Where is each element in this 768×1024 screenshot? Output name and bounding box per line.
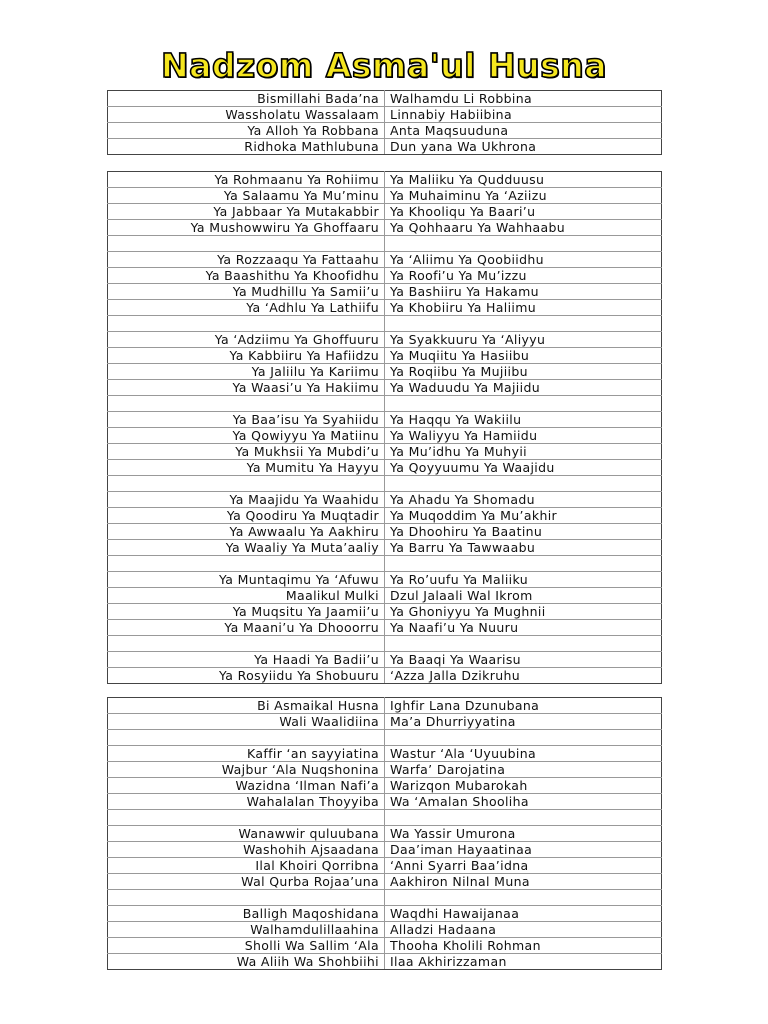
verse-row	[108, 252, 662, 268]
verse-left-cell: Ridhoka Mathlubuna	[108, 139, 385, 155]
verse-left-cell: Ya Qowiyyu Ya Matiinu	[108, 428, 385, 444]
verse-right-cell: Ya Khooliqu Ya Baari’u	[385, 204, 662, 220]
verse-right-cell: ‘Anni Syarri Baa’idna	[385, 858, 662, 874]
verse-left-cell: Ya Salaamu Ya Mu’minu	[108, 188, 385, 204]
verse-right-cell: Wastur ‘Ala ‘Uyuubina	[385, 746, 662, 762]
verse-right-cell: Wa Yassir Umurona	[385, 826, 662, 842]
verse-right-cell: Thooha Kholili Rohman	[385, 938, 662, 954]
verse-right-cell: Ya Qoyyuumu Ya Waajidu	[385, 460, 662, 476]
verse-left-cell: Wassholatu Wassalaam	[108, 107, 385, 123]
verse-right-cell: Ya Syakkuuru Ya ‘Aliyyu	[385, 332, 662, 348]
verse-row	[108, 826, 662, 842]
verse-row	[108, 874, 662, 890]
verse-right-cell: Alladzi Hadaana	[385, 922, 662, 938]
verse-left-cell	[108, 730, 385, 746]
verse-right-cell: Dzul Jalaali Wal Ikrom	[385, 588, 662, 604]
verse-row	[108, 620, 662, 636]
verse-right-cell: Ya Khobiiru Ya Haliimu	[385, 300, 662, 316]
verse-table-asmaul-husna	[107, 171, 662, 684]
verse-row	[108, 540, 662, 556]
verse-left-cell	[108, 396, 385, 412]
verse-row	[108, 714, 662, 730]
verse-left-cell: Ya Haadi Ya Badii’u	[108, 652, 385, 668]
verse-right-cell: Ya Muqoddim Ya Mu’akhir	[385, 508, 662, 524]
verse-left-cell: Ya Maani’u Ya Dhooorru	[108, 620, 385, 636]
verse-row	[108, 188, 662, 204]
verse-right-cell: Ya Bashiiru Ya Hakamu	[385, 284, 662, 300]
verse-right-cell: Dun yana Wa Ukhrona	[385, 139, 662, 155]
verse-left-cell: Wanawwir quluubana	[108, 826, 385, 842]
verse-row	[108, 172, 662, 188]
verse-left-cell	[108, 556, 385, 572]
verse-row	[108, 842, 662, 858]
verse-right-cell: Wa ‘Amalan Shooliha	[385, 794, 662, 810]
verse-left-cell: Bi Asmaikal Husna	[108, 698, 385, 714]
verse-right-cell: Waqdhi Hawaijanaa	[385, 906, 662, 922]
verse-left-cell	[108, 890, 385, 906]
verse-row	[108, 652, 662, 668]
verse-left-cell: Ya Rozzaaqu Ya Fattaahu	[108, 252, 385, 268]
verse-right-cell: Ya Baaqi Ya Waarisu	[385, 652, 662, 668]
verse-left-cell: Wajbur ‘Ala Nuqshonina	[108, 762, 385, 778]
verse-right-cell	[385, 556, 662, 572]
verse-left-cell: Washohih Ajsaadana	[108, 842, 385, 858]
verse-left-cell: Sholli Wa Sallim ‘Ala	[108, 938, 385, 954]
verse-left-cell: Wali Waalidiina	[108, 714, 385, 730]
verse-right-cell: Ya Ahadu Ya Shomadu	[385, 492, 662, 508]
verse-right-cell: Ya Ro’uufu Ya Maliiku	[385, 572, 662, 588]
verse-row	[108, 268, 662, 284]
spacer-row	[108, 476, 662, 492]
verse-right-cell: Ya Dhoohiru Ya Baatinu	[385, 524, 662, 540]
spacer-row	[108, 810, 662, 826]
verse-left-cell	[108, 810, 385, 826]
verse-right-cell	[385, 316, 662, 332]
verse-row	[108, 698, 662, 714]
verse-right-cell	[385, 476, 662, 492]
verse-left-cell: Wahalalan Thoyyiba	[108, 794, 385, 810]
verse-row	[108, 428, 662, 444]
verse-left-cell: Ya Jabbaar Ya Mutakabbir	[108, 204, 385, 220]
verse-left-cell: Ya Alloh Ya Robbana	[108, 123, 385, 139]
verse-left-cell: Ya Kabbiiru Ya Hafiidzu	[108, 348, 385, 364]
verse-right-cell: Ya Waduudu Ya Majiidu	[385, 380, 662, 396]
verse-row	[108, 794, 662, 810]
page-title: Nadzom Asma'ul Husna	[160, 46, 607, 85]
verse-row	[108, 668, 662, 684]
verse-right-cell	[385, 396, 662, 412]
verse-right-cell: Walhamdu Li Robbina	[385, 91, 662, 107]
verse-row	[108, 460, 662, 476]
verse-left-cell: Ya Mushowwiru Ya Ghoffaaru	[108, 220, 385, 236]
verse-row	[108, 300, 662, 316]
verse-right-cell	[385, 810, 662, 826]
verse-left-cell: Walhamdulillaahina	[108, 922, 385, 938]
verse-row	[108, 412, 662, 428]
verse-left-cell: Ya Mukhsii Ya Mubdi’u	[108, 444, 385, 460]
verse-row	[108, 107, 662, 123]
verse-left-cell	[108, 476, 385, 492]
verse-row	[108, 604, 662, 620]
spacer-row	[108, 236, 662, 252]
verse-left-cell	[108, 316, 385, 332]
spacer-row	[108, 730, 662, 746]
verse-right-cell: Ya Naafi’u Ya Nuuru	[385, 620, 662, 636]
verse-row	[108, 572, 662, 588]
spacer-row	[108, 396, 662, 412]
verse-left-cell: Ya Mumitu Ya Hayyu	[108, 460, 385, 476]
verse-right-cell	[385, 236, 662, 252]
verse-left-cell: Ya ‘Adhlu Ya Lathiifu	[108, 300, 385, 316]
verse-left-cell: Ya Maajidu Ya Waahidu	[108, 492, 385, 508]
verse-left-cell: Ya ‘Adziimu Ya Ghoffuuru	[108, 332, 385, 348]
verse-row	[108, 492, 662, 508]
verse-right-cell: Ya Muqiitu Ya Hasiibu	[385, 348, 662, 364]
verse-left-cell: Ya Muntaqimu Ya ‘Afuwu	[108, 572, 385, 588]
verse-right-cell: Ya Muhaiminu Ya ‘Aziizu	[385, 188, 662, 204]
verse-right-cell: Linnabiy Habiibina	[385, 107, 662, 123]
spacer-row	[108, 890, 662, 906]
verse-left-cell: Ya Jaliilu Ya Kariimu	[108, 364, 385, 380]
verse-right-cell: Daa’iman Hayaatinaa	[385, 842, 662, 858]
verse-right-cell: Ya Ghoniyyu Ya Mughnii	[385, 604, 662, 620]
verse-row	[108, 139, 662, 155]
verse-left-cell: Ya Baashithu Ya Khoofidhu	[108, 268, 385, 284]
verse-left-cell: Bismillahi Bada’na	[108, 91, 385, 107]
verse-left-cell: Ya Rohmaanu Ya Rohiimu	[108, 172, 385, 188]
verse-row	[108, 348, 662, 364]
verse-left-cell: Ya Mudhillu Ya Samii’u	[108, 284, 385, 300]
spacer-row	[108, 556, 662, 572]
verse-row	[108, 123, 662, 139]
verse-right-cell: Ya Maliiku Ya Qudduusu	[385, 172, 662, 188]
verse-right-cell: Ya ‘Aliimu Ya Qoobiidhu	[385, 252, 662, 268]
verse-left-cell: Ya Rosyiidu Ya Shobuuru	[108, 668, 385, 684]
verse-left-cell: Kaffir ‘an sayyiatina	[108, 746, 385, 762]
verse-right-cell: Aakhiron Nilnal Muna	[385, 874, 662, 890]
verse-right-cell: Ya Waliyyu Ya Hamiidu	[385, 428, 662, 444]
verse-right-cell	[385, 636, 662, 652]
verse-right-cell: Ya Roofi’u Ya Mu’izzu	[385, 268, 662, 284]
verse-right-cell: Ya Haqqu Ya Wakiilu	[385, 412, 662, 428]
verse-row	[108, 524, 662, 540]
verse-row	[108, 91, 662, 107]
verse-row	[108, 762, 662, 778]
verse-row	[108, 332, 662, 348]
verse-left-cell: Ya Muqsitu Ya Jaamii’u	[108, 604, 385, 620]
spacer-row	[108, 636, 662, 652]
verse-left-cell: Ya Qoodiru Ya Muqtadir	[108, 508, 385, 524]
verse-right-cell: Ighfir Lana Dzunubana	[385, 698, 662, 714]
verse-right-cell: Warizqon Mubarokah	[385, 778, 662, 794]
verse-right-cell: Ya Mu’idhu Ya Muhyii	[385, 444, 662, 460]
verse-left-cell: Wa Aliih Wa Shohbiihi	[108, 954, 385, 970]
verse-right-cell: Ya Qohhaaru Ya Wahhaabu	[385, 220, 662, 236]
verse-row	[108, 588, 662, 604]
verse-table-closing	[107, 697, 662, 970]
verse-left-cell: Ya Baa’isu Ya Syahiidu	[108, 412, 385, 428]
verse-left-cell: Balligh Maqoshidana	[108, 906, 385, 922]
verse-row	[108, 858, 662, 874]
verse-table-opening	[107, 90, 662, 155]
verse-row	[108, 954, 662, 970]
verse-row	[108, 204, 662, 220]
verse-row	[108, 746, 662, 762]
spacer-row	[108, 316, 662, 332]
verse-row	[108, 938, 662, 954]
verse-left-cell: Ya Waaliy Ya Muta’aaliy	[108, 540, 385, 556]
verse-right-cell	[385, 730, 662, 746]
verse-left-cell: Ilal Khoiri Qorribna	[108, 858, 385, 874]
verse-left-cell	[108, 636, 385, 652]
verse-right-cell	[385, 890, 662, 906]
verse-right-cell: Ma’a Dhurriyyatina	[385, 714, 662, 730]
verse-right-cell: Warfa’ Darojatina	[385, 762, 662, 778]
verse-row	[108, 380, 662, 396]
verse-row	[108, 778, 662, 794]
verse-row	[108, 508, 662, 524]
verse-row	[108, 284, 662, 300]
verse-right-cell: Anta Maqsuuduna	[385, 123, 662, 139]
verse-left-cell: Ya Awwaalu Ya Aakhiru	[108, 524, 385, 540]
verse-left-cell: Wazidna ‘Ilman Nafi’a	[108, 778, 385, 794]
verse-row	[108, 220, 662, 236]
verse-left-cell: Maalikul Mulki	[108, 588, 385, 604]
verse-left-cell	[108, 236, 385, 252]
verse-row	[108, 444, 662, 460]
verse-right-cell: Ya Barru Ya Tawwaabu	[385, 540, 662, 556]
verse-row	[108, 906, 662, 922]
verse-left-cell: Ya Waasi’u Ya Hakiimu	[108, 380, 385, 396]
verse-left-cell: Wal Qurba Rojaa’una	[108, 874, 385, 890]
verse-row	[108, 922, 662, 938]
verse-right-cell: ‘Azza Jalla Dzikruhu	[385, 668, 662, 684]
verse-right-cell: Ya Roqiibu Ya Mujiibu	[385, 364, 662, 380]
verse-row	[108, 364, 662, 380]
verse-right-cell: Ilaa Akhirizzaman	[385, 954, 662, 970]
